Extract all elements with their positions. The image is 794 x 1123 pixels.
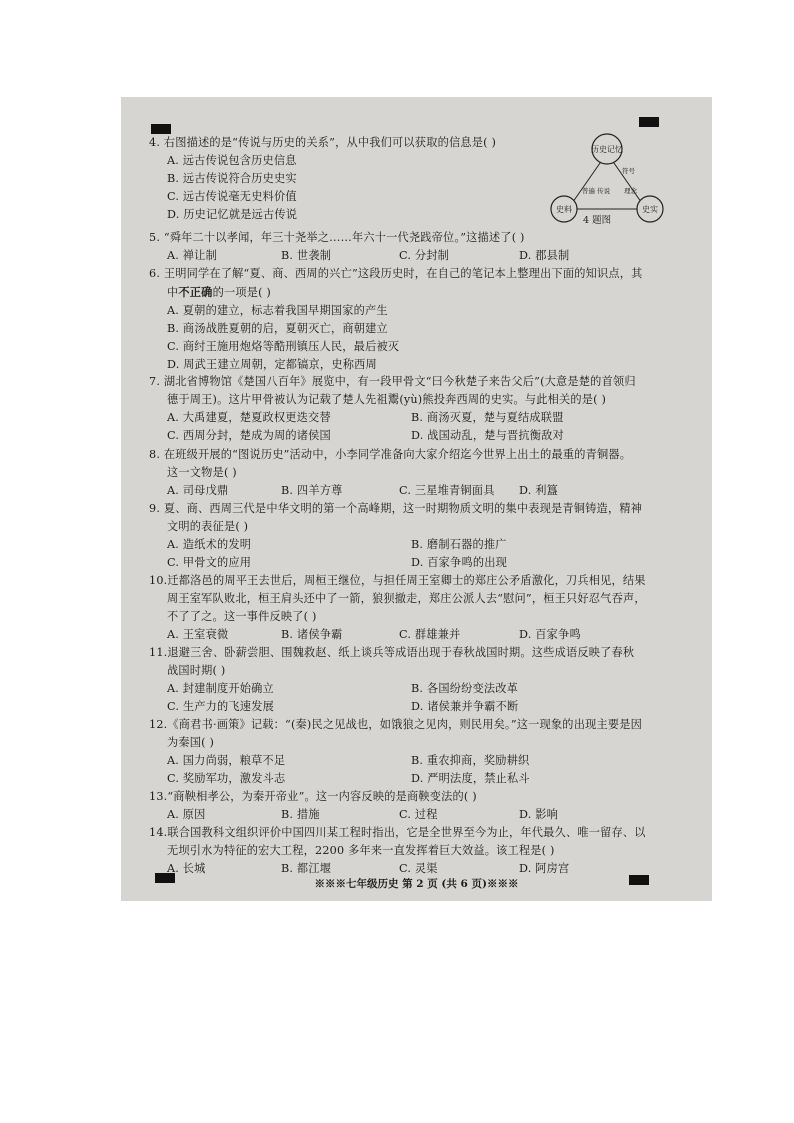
- diagram-edge-label: 理念: [624, 187, 637, 195]
- question-12: [149, 716, 669, 788]
- question-14: [149, 824, 669, 878]
- option-c: C. 甲骨文的应用: [167, 556, 252, 569]
- question-4: [149, 134, 669, 224]
- question-stem: 10.迁都洛邑的周平王去世后，周桓王继位，与担任周王室卿士的郑庄公矛盾激化，刀兵相见，结果: [149, 574, 646, 587]
- diagram-edge-label: 普遍 传说: [582, 187, 611, 195]
- diagram-caption: 4 题图: [583, 215, 612, 226]
- question-11: [149, 644, 669, 716]
- option-d: D. 百家争鸣的出现: [411, 556, 507, 569]
- option-b: B. 远古传说符合历史史实: [167, 172, 297, 185]
- option-a: A. 封建制度开始确立: [167, 682, 274, 695]
- option-b: B. 商汤灭夏，楚与夏结成联盟: [411, 411, 564, 424]
- question-5: [149, 229, 669, 265]
- option-b: B. 世袭制: [281, 249, 332, 262]
- option-d: D. 诸侯兼并争霸不断: [411, 700, 519, 713]
- option-d: D. 阿房宫: [519, 862, 570, 875]
- registration-mark: [639, 117, 659, 127]
- question-stem-line2: 为秦国( ): [167, 736, 215, 749]
- option-d: D. 周武王建立周朝，定都镐京，史称西周: [167, 358, 377, 371]
- question-stem: 5. “舜年二十以孝闻，年三十尧举之……年六十一代尧践帝位。”这描述了( ): [149, 231, 525, 244]
- question-stem: 7. 湖北省博物馆《楚国八百年》展览中，有一段甲骨文“曰今秋楚子来告父后”(大意是楚的首领归: [149, 375, 636, 388]
- diagram-node: 历史记忆: [591, 145, 623, 154]
- question-stem: 11.退避三舍、卧薪尝胆、围魏救赵、纸上谈兵等成语出现于春秋战国时期。这些成语反映了春秋: [149, 646, 635, 659]
- page-footer: ※※※七年级历史 第 2 页 (共 6 页)※※※: [314, 878, 519, 890]
- option-d: D. 百家争鸣: [519, 628, 581, 641]
- question-stem-line2: [149, 283, 669, 302]
- option-d: D. 历史记忆就是远古传说: [167, 208, 298, 221]
- option-a: A. 国力尚弱，粮草不足: [167, 754, 286, 767]
- diagram-node: 史实: [642, 205, 658, 214]
- option-a: A. 大禹建夏，楚夏政权更迭交替: [167, 411, 331, 424]
- option-d: D. 严明法度，禁止私斗: [411, 772, 530, 785]
- option-a: A. 王室衰微: [167, 628, 229, 641]
- stem-text: 的一项是( ): [212, 286, 271, 299]
- option-d: D. 影响: [519, 808, 559, 821]
- option-c: C. 西周分封，楚成为周的诸侯国: [167, 429, 331, 442]
- option-a: A. 司母戊鼎: [167, 484, 229, 497]
- option-c: C. 远古传说毫无史料价值: [167, 190, 297, 203]
- question-stem: 6. 王明同学在了解“夏、商、西周的兴亡”这段历史时，在自己的笔记本上整理出下面的知识点，其: [149, 267, 643, 280]
- question-stem: 9. 夏、商、西周三代是中华文明的第一个高峰期，这一时期物质文明的集中表现是青铜铸造，精神: [149, 502, 643, 515]
- question-8: [149, 446, 669, 500]
- question-stem-line2: 周王室军队败北，桓王肩头还中了一箭，狼狈撤走，郑庄公派人去“慰问”，桓王只好忍气吞声，: [167, 592, 646, 605]
- option-c: C. 生产力的飞速发展: [167, 700, 274, 713]
- option-b: B. 都江堰: [281, 862, 332, 875]
- option-b: B. 各国纷纷变法改革: [411, 682, 519, 695]
- question-9: [149, 500, 669, 572]
- question-13: [149, 788, 669, 824]
- question-stem: 4. 右图描述的是“传说与历史的关系”，从中我们可以获取的信息是( ): [149, 136, 497, 149]
- option-b: B. 磨制石器的推广: [411, 538, 507, 551]
- question-10: [149, 572, 669, 644]
- option-c: C. 三星堆青铜面具: [399, 484, 495, 497]
- option-c: C. 奖励军功，激发斗志: [167, 772, 286, 785]
- option-a: A. 夏朝的建立，标志着我国早期国家的产生: [167, 304, 388, 317]
- question-stem: 14.联合国教科文组织评价中国四川某工程时指出，它是全世界至今为止，年代最久、唯一留存、以: [149, 826, 646, 839]
- question-stem-line2: 这一文物是( ): [167, 466, 237, 479]
- option-c: C. 过程: [399, 808, 438, 821]
- question-stem: 8. 在班级开展的“图说历史”活动中，小李同学准备向大家介绍迄今世界上出土的最重的青铜器。: [149, 448, 632, 461]
- question-stem-line2: 文明的表征是( ): [167, 520, 249, 533]
- registration-mark: [151, 124, 171, 134]
- option-b: B. 重农抑商，奖励耕织: [411, 754, 530, 767]
- diagram-node: 史料: [556, 205, 572, 214]
- question-stem-line2: 德于周王)。这片甲骨被认为记载了楚人先祖鬻(yù)熊投奔西周的史实。与此相关的是( ): [167, 393, 607, 406]
- option-b: B. 四羊方尊: [281, 484, 343, 497]
- option-a: A. 长城: [167, 862, 206, 875]
- option-c: C. 灵渠: [399, 862, 438, 875]
- stem-text: 中: [167, 286, 179, 299]
- option-a: A. 造纸术的发明: [167, 538, 252, 551]
- option-d: D. 战国动乱，楚与晋抗衡敌对: [411, 429, 564, 442]
- question-7: [149, 373, 669, 445]
- option-b: B. 措施: [281, 808, 320, 821]
- option-a: A. 原因: [167, 808, 206, 821]
- option-a: A. 禅让制: [167, 249, 217, 262]
- option-c: C. 商纣王施用炮烙等酷刑镇压人民，最后被灭: [167, 340, 400, 353]
- option-d: D. 郡县制: [519, 249, 570, 262]
- question-stem: 13.“商鞅相孝公，为秦开帝业”。这一内容反映的是商鞅变法的( ): [149, 790, 477, 803]
- option-b: B. 诸侯争霸: [281, 628, 343, 641]
- question-stem-line3: 不了了之。这一事件反映了( ): [167, 610, 317, 623]
- option-d: D. 利簋: [519, 484, 559, 497]
- exam-sheet: [121, 97, 712, 901]
- question-6: [149, 265, 669, 374]
- stem-emphasis: 不正确: [178, 285, 213, 299]
- option-b: B. 商汤战胜夏朝的启，夏朝灭亡，商朝建立: [167, 322, 388, 335]
- question-stem-line2: 战国时期( ): [167, 664, 226, 677]
- option-c: C. 分封制: [399, 249, 450, 262]
- question-stem-line2: 无坝引水为特征的宏大工程，2200 多年来一直发挥着巨大效益。该工程是( ): [167, 844, 555, 857]
- option-a: A. 远古传说包含历史信息: [167, 154, 297, 167]
- diagram-edge-label: 符号: [622, 167, 635, 175]
- question-stem: 12.《商君书·画策》记载：“(秦)民之见战也，如饿狼之见肉，则民用矣。”这一现象的出现主要是因: [149, 718, 643, 731]
- option-c: C. 群雄兼并: [399, 628, 461, 641]
